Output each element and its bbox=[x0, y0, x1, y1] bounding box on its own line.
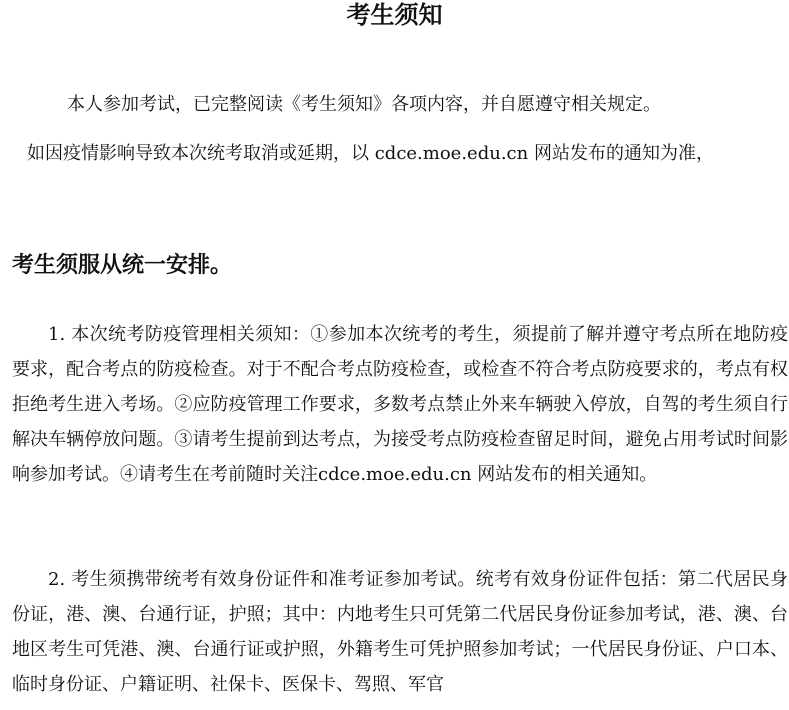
intro-line-2: 如因疫情影响导致本次统考取消或延期，以 cdce.moe.edu.cn 网站发布的通知为准， bbox=[27, 143, 714, 164]
intro-line-1: 本人参加考试，已完整阅读《考生须知》各项内容，并自愿遵守相关规定。 bbox=[67, 94, 661, 115]
document-title: 考生须知 bbox=[346, 1, 443, 29]
section-heading: 考生须服从统一安排。 bbox=[12, 253, 233, 278]
paragraph-id-documents: 2. 考生须携带统考有效身份证件和准考证参加考试。统考有效身份证件包括：第二代居民身份证，港、澳、台通行证，护照；其中：内地考生只可凭第二代居民身份证参加考试，港、澳、台地区考生可凭港、澳、台通行证或护照，外籍考生可凭护照参加考试；一代居民身份证、户口本、临时身份证、户籍证明、社保卡、医保卡、驾照、军官 bbox=[12, 569, 788, 695]
paragraph-epidemic-rules: 1. 本次统考防疫管理相关须知：①参加本次统考的考生，须提前了解并遵守考点所在地防疫要求，配合考点的防疫检查。对于不配合考点防疫检查，或检查不符合考点防疫要求的，考点有权拒绝考生进入考场。②应防疫管理工作要求，多数考点禁止外来车辆驶入停放，自驾的考生须自行解决车辆停放问题。③请考生提前到达考点，为接受考点防疫检查留足时间，避免占用考试时间影响参加考试。④请考生在考前随时关注cdce.moe.edu.cn 网站发布的相关通知。 bbox=[12, 324, 788, 485]
